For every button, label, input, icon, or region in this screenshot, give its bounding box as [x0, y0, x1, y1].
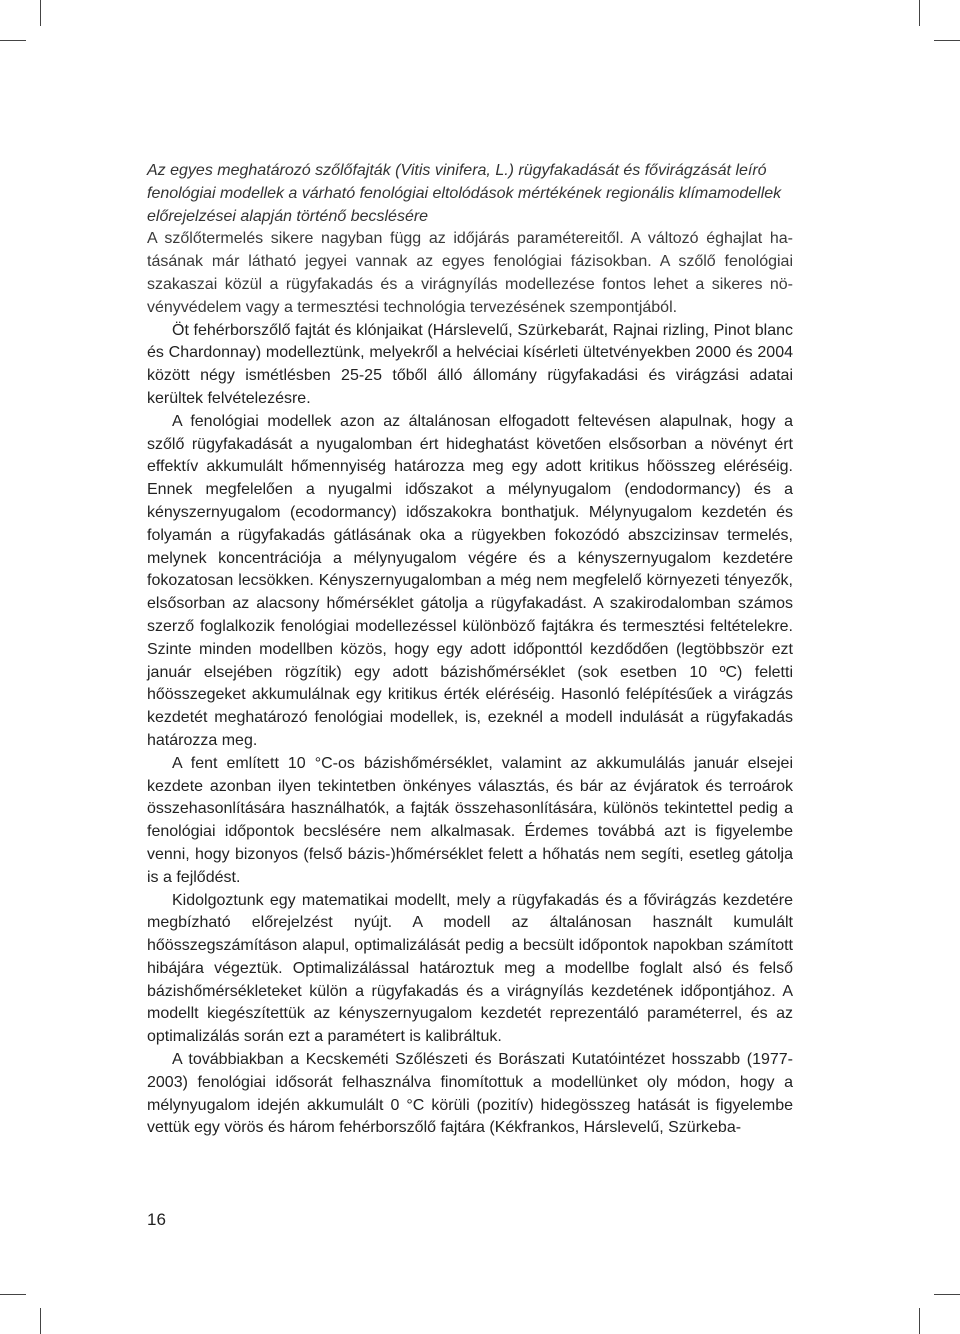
crop-mark-top-left [40, 0, 41, 26]
paragraph-base-temperature: A fent említett 10 °C-os bázishőmérséklet, valamint az akkumulálás január elsejei kezdete azonban ilyen tekintetben önkényes választás, és bár az évjáratok és terroárok összehasonlítására használhatók, a fajták összehasonlítására, különös tekintettel pedig a fenológiai időpontok becslésére nem alkalmasak. Érdemes továbbá azt is figyelembe venni, hogy bizonyos (felső bázis-)hőmérséklet felett a hőhatás nem segíti, esetleg gátolja is a fejlődést. [147, 754, 793, 886]
document-title: Az egyes meghatározó szőlőfajták (Vitis vinifera, L.) rügyfakadását és fővirágzását leíró fenológiai modellek a várható fenológiai eltolódások mértékének regionális klímamodellek előrejelzései alapján történő becslésére [147, 162, 782, 225]
page-content [147, 160, 793, 1140]
crop-mark-bottom-left [40, 1308, 41, 1334]
paragraph-varieties: Öt fehérborszőlő fajtát és klónjaikat (Hárslevelű, Szürkebarát, Rajnai rizling, Pinot blanc és Chardonnay) modelleztünk, melyekről a helvéciai kísérleti ültetvényekben 2000 és 2004 között négy ismétlésben 25-25 tőből álló állomány rügyfakadási és virágzási adatai kerültek felvételezésre. [147, 321, 793, 407]
crop-mark-bottom-right [919, 1308, 920, 1334]
paragraph-intro: A szőlőtermelés sikere nagyban függ az időjárás paramétereitől. A változó éghajlat hatásának már látható jegyei vannak az egyes fenológiai fázisokban. A szőlő fenológiai szakaszai közül a rügyfakadás és a virágnyílás modellezése fontos lehet a sikeres növényvédelem vagy a termesztési technológia tervezésének szempontjából. [147, 230, 793, 316]
crop-mark-left-upper [0, 40, 26, 41]
crop-mark-right-upper [934, 40, 960, 41]
paragraph-refinement: A továbbiakban a Kecskeméti Szőlészeti és Borászati Kutatóintézet hosszabb (1977-2003) fenológiai idősorát felhasználva finomítottuk a modellünket oly módon, hogy a mélynyugalom idején akkumulált 0 °C körüli (pozitív) hidegösszeg hatását is figyelembe vettük egy vörös és három fehérborszőlő fajtára (Kékfrankos, Hárslevelű, Szürkeba- [147, 1051, 793, 1137]
crop-mark-left-lower [0, 1294, 26, 1295]
crop-mark-top-right [919, 0, 920, 26]
page-number: 16 [147, 1210, 166, 1229]
paragraph-models: A fenológiai modellek azon az általánosan elfogadott feltevésen alapulnak, hogy a szőlő rügyfakadását a nyugalomban ért hideghatást követően elsősorban a növényt ért effektív akkumulált hőmennyiség határozza meg egy adott kritikus hőösszeg eléréséig. Ennek megfelelően a nyugalmi időszakot a mélynyugalom (endodormancy) és a kényszernyugalom (ecodormancy) időszakokra bonthatjuk. Mélynyugalom kezdetén és folyamán a rügyfakadás gátlásának oka a rügyekben fokozódó abszcizinsav termelés, melynek koncentrációja a mélynyugalom végére és a kényszernyugalom kezdetére fokozatosan lecsökken. Kényszernyugalomban a még nem megfelelő környezeti tényezők, elsősorban az alacsony hőmérséklet gátolja a rügyfakadást. A szakirodalomban számos szerző foglalkozik fenológiai modellezéssel különböző fajtákra és termesztési feltételekre. Szinte minden modellben közös, hogy egy adott időponttól kezdődően (legtöbbször ezt január elsejében rögzítik) egy adott bázishőmérséklet (sok esetben 10 ºC) feletti hőösszegeket akkumulálnak egy kritikus érték eléréséig. Hasonló felépítésűek a virágzás kezdetét meghatározó fenológiai modellek, is, ezeknél a modell indulását a rügyfakadás határozza meg. [147, 412, 793, 749]
paragraph-model-development: Kidolgoztunk egy matematikai modellt, mely a rügyfakadás és a fővirágzás kezdetére megbízható előrejelzést nyújt. A modell az általánosan használt kumulált hőösszegszámításon alapul, optimalizálását pedig a becsült időpontok napokban számított hibájára végeztük. Optimalizálással határoztuk meg a modellbe foglalt alsó és felső bázishőmérsékleteket külön a rügyfakadás és a virágnyílás kezdetének időpontjához. A modellt kiegészítettük az kényszernyugalom kezdetét reprezentáló paraméterrel, és az optimalizálás során ezt a paramétert is kalibráltuk. [147, 891, 793, 1046]
crop-mark-right-lower [934, 1294, 960, 1295]
